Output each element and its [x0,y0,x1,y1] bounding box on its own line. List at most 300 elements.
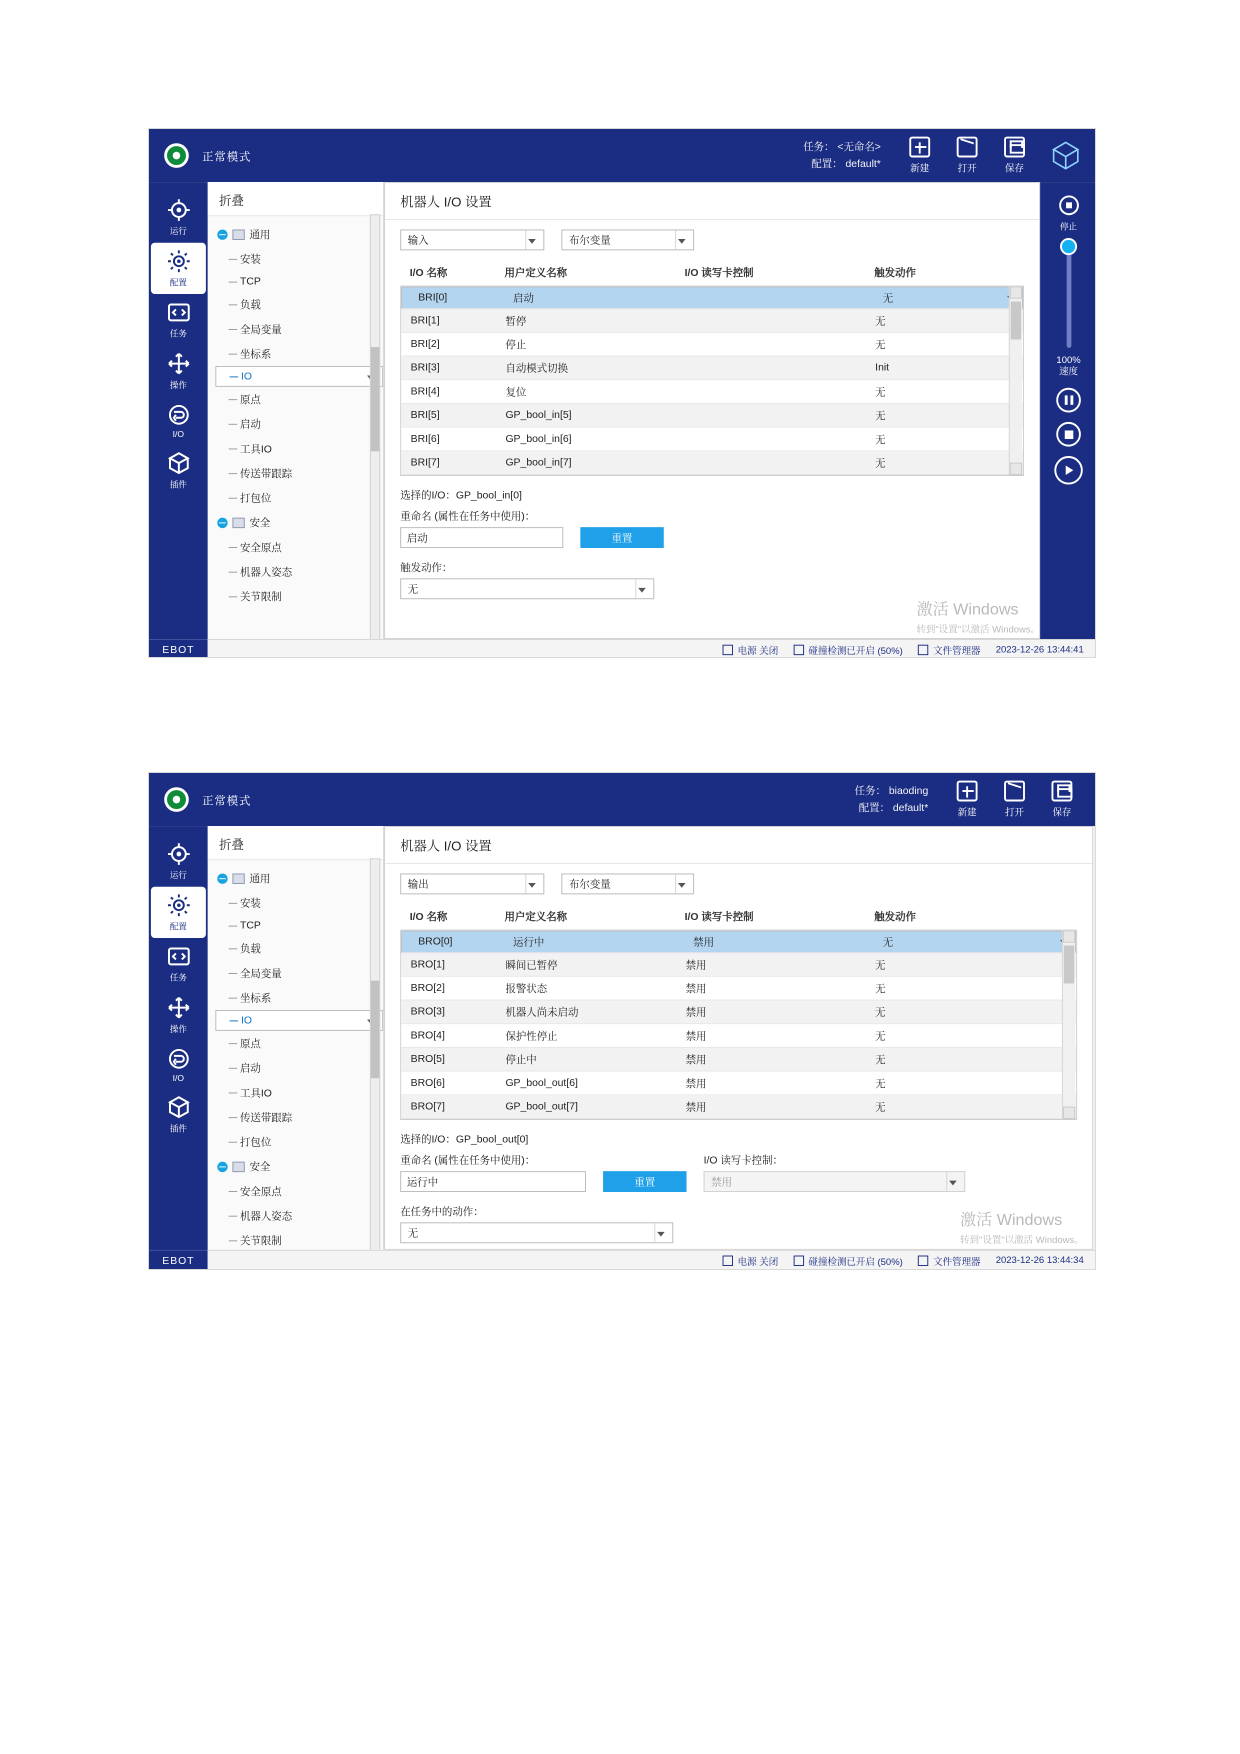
task-label: 任务： [803,141,835,153]
app-window-top [149,129,1096,658]
cell-user-name: 保护性停止 [505,1030,558,1043]
save-button-label: 保存 [1005,164,1025,175]
power-icon [722,645,732,655]
left-nav-rail [149,182,208,658]
sidebar-item-config-label: 配置 [169,277,187,288]
cell-io-control: 禁用 [685,1007,707,1019]
action-value: 无 [407,584,419,596]
sidebar-item-run[interactable] [151,836,206,887]
cell-io-name: BRO[4] [410,1029,445,1042]
speed-readout [1056,356,1080,379]
title-actions [957,781,1096,819]
cell-action: 无 [875,315,886,328]
cell-io-name: BRI[7] [410,457,440,469]
cell-action: 无 [875,434,886,446]
cell-io-control: 禁用 [685,959,707,972]
folder-icon [232,229,244,239]
table-row[interactable] [401,451,1023,475]
speed-slider[interactable] [1066,246,1071,348]
brand-label: EBOT [149,639,208,658]
gear-icon [167,249,191,273]
tree-item-io[interactable] [215,366,383,387]
col-user-name: 用户定义名称 [504,267,568,279]
cell-user-name: GP_bool_out[6] [505,1077,578,1089]
cell-user-name: GP_bool_out[7] [505,1101,578,1113]
new-button-label: 新建 [957,808,977,819]
status-collision[interactable] [793,1254,902,1268]
io-type-value: 布尔变量 [568,879,611,891]
play-icon [1066,466,1074,475]
sidebar-item-operate[interactable] [151,989,206,1040]
task-value: biaoding [888,785,929,797]
cell-action: 无 [875,410,886,422]
scroll-down-icon[interactable] [1010,463,1022,475]
open-button[interactable] [1004,781,1025,819]
cell-io-name: BRI[5] [410,409,440,421]
cell-action: 无 [875,1030,886,1043]
table-row[interactable] [401,333,1023,357]
tree-item-payload[interactable] [215,292,383,317]
brand-label: EBOT [149,1250,208,1270]
mode-label: 正常模式 [202,149,252,163]
reset-button-group [580,508,663,548]
table-row[interactable] [401,1072,1076,1096]
sidebar-item-task[interactable] [151,294,206,345]
tree-item-startup[interactable] [215,412,383,437]
collapse-toggle-icon[interactable] [217,1161,227,1171]
move-icon [167,996,191,1020]
tree-item-coordinate-label: 坐标系 [240,348,272,361]
tree-collapse-title[interactable]: 折叠 [208,182,383,216]
io-table [400,260,1024,476]
scroll-up-icon[interactable] [1010,286,1022,298]
cell-io-name: BRO[5] [410,1053,445,1065]
table-scrollbar-thumb[interactable] [1011,302,1021,340]
cell-user-name: GP_bool_in[7] [505,457,572,469]
table-scrollbar[interactable] [1009,286,1022,475]
status-bar [208,1250,1096,1270]
play-button[interactable] [1054,456,1082,484]
folder-icon [232,1161,244,1171]
io-detail-form [400,508,1024,599]
status-power-label: 电源 关闭 [737,1257,779,1268]
table-row[interactable] [401,930,1076,953]
status-power[interactable] [722,1254,778,1268]
status-collision[interactable] [793,643,902,657]
new-button[interactable] [909,137,930,175]
io-icon [167,1047,191,1071]
app-window-bottom [149,773,1096,1270]
tree-item-io-label: IO [240,1014,252,1027]
cube-3d-icon[interactable] [1050,139,1082,171]
tree-item-tcp-label: TCP [240,275,261,288]
new-button-label: 新建 [910,164,930,175]
tree-item-safe-origin[interactable] [215,1179,383,1204]
speed-label: 速度 [1059,366,1079,378]
tree-item-origin-label: 原点 [240,1038,261,1050]
sidebar-item-plugin-label: 插件 [169,1123,187,1134]
table-row[interactable] [401,953,1076,977]
chevron-down-icon [946,1172,964,1191]
table-row[interactable] [401,1095,1076,1119]
tree-item-global-var[interactable] [215,961,383,986]
open-folder-icon [957,137,978,158]
col-io-control: I/O 读写卡控制 [684,267,754,279]
cell-user-name: 停止中 [505,1054,537,1066]
action-label: 在任务中的动作： [400,1206,484,1218]
cell-action: 无 [875,1007,886,1019]
tree-item-joint-limit-label: 关节限制 [240,591,282,603]
tree-item-startup[interactable] [215,1056,383,1081]
run-controls [1054,388,1082,485]
cell-action: 无 [875,1078,886,1090]
table-row[interactable] [401,309,1023,333]
io-control-value: 禁用 [711,1176,733,1189]
gear-icon [167,893,191,917]
action-label: 触发动作： [400,562,453,574]
sidebar-item-io-label: I/O [172,1073,185,1083]
io-detail-form [400,1152,1077,1243]
tree-item-origin[interactable] [215,387,383,412]
config-label: 配置： [811,158,843,170]
code-icon [167,301,191,325]
page-title: 机器人 I/O 设置 [385,827,1092,864]
tree-item-coordinate[interactable] [215,341,383,366]
collapse-toggle-icon[interactable] [217,229,227,239]
col-trigger-action: 触发动作 [874,267,916,279]
tree-item-palletize[interactable] [215,485,383,510]
tree-item-payload[interactable] [215,936,383,961]
stop-circle-icon [1057,193,1081,217]
table-row[interactable] [401,286,1023,309]
tree-collapse-title[interactable]: 折叠 [208,826,383,860]
table-row[interactable] [401,380,1023,404]
title-info [855,782,957,816]
status-timestamp-label: 2023-12-26 13:44:41 [995,644,1084,656]
app-logo-icon [164,143,189,168]
table-row[interactable] [401,1024,1076,1048]
cell-user-name: 瞬间已暂停 [505,959,558,972]
table-header [400,260,1024,287]
sidebar-item-task-label: 任务 [169,973,187,983]
tree-item-global-var[interactable] [215,317,383,342]
tree-item-startup-label: 启动 [240,419,261,431]
table-row[interactable] [401,977,1076,1001]
cell-user-name: 停止 [505,339,527,351]
save-button[interactable] [1051,781,1072,819]
tree-scrollbar[interactable] [370,214,380,654]
cell-io-name: BRI[4] [410,385,440,398]
save-icon [1051,781,1072,802]
reset-button-group [603,1152,686,1192]
tree-item-joint-limit-label: 关节限制 [240,1235,282,1247]
tree-item-payload-label: 负载 [240,943,261,956]
code-icon [167,945,191,969]
run-icon [167,842,191,866]
cell-user-name: 复位 [505,386,527,399]
run-icon [167,198,191,222]
filter-row [385,220,1039,258]
status-timestamp [996,1256,1084,1266]
cell-user-name: 暂停 [505,315,527,328]
config-tree-panel [208,182,384,658]
plus-icon [909,137,930,158]
tree-item-tool-io[interactable] [215,436,383,461]
tree-item-tcp[interactable] [215,271,383,292]
status-collision-label: 碰撞检测已开启 (50%) [808,646,903,658]
io-direction-select[interactable] [400,873,544,894]
tree-item-tool-io-label: 工具IO [240,1087,272,1100]
screenshot-bottom [148,772,1096,1270]
title-bar [149,129,1096,182]
alias-label: 重命名 (属性在任务中使用)： [400,511,536,523]
io-control-select[interactable] [704,1171,966,1192]
move-icon [167,352,191,376]
action-select[interactable] [400,1222,673,1243]
folder-icon [232,873,244,883]
tree-group-general[interactable] [215,222,383,247]
tree-item-io[interactable] [215,1010,383,1031]
cell-io-name: BRI[3] [410,362,440,374]
chevron-down-icon [635,579,653,598]
status-file-manager[interactable] [918,643,981,657]
chevron-down-icon [675,230,693,249]
plus-icon [957,781,978,802]
io-table [400,904,1077,1120]
main-content [384,182,1040,639]
task-label: 任务： [854,785,886,797]
col-io-control: I/O 读写卡控制 [684,911,754,923]
tree-item-safe-origin-label: 安全原点 [240,1186,282,1198]
alias-field-group [400,508,563,548]
pause-button[interactable] [1056,388,1081,413]
speed-percent: 100% [1056,355,1081,366]
tree-item-safe-origin-label: 安全原点 [240,542,282,554]
cell-action: 无 [875,959,886,972]
watermark-line2: 转到"设置"以激活 Windows。 [916,624,1041,636]
sidebar-item-config[interactable] [151,887,206,938]
scroll-down-icon[interactable] [1063,1107,1075,1119]
tree-group-safety[interactable] [215,510,383,535]
sidebar-item-io[interactable] [151,396,206,444]
cube-icon [167,1095,191,1119]
folder-icon [232,517,244,527]
stop-icon [1064,430,1073,439]
tree-scrollbar-thumb[interactable] [371,347,380,452]
tree-item-robot-pose-label: 机器人姿态 [240,566,293,579]
alias-field-group [400,1152,586,1192]
tree-group-general-label: 通用 [249,873,271,885]
tree-item-tool-io[interactable] [215,1080,383,1105]
reset-button[interactable]: 重置 [603,1171,686,1192]
table-body [400,286,1024,476]
col-trigger-action: 触发动作 [874,911,916,923]
tree-item-conveyor[interactable] [215,1105,383,1130]
cell-io-control: 禁用 [685,1030,707,1043]
cell-io-control: 禁用 [685,983,707,995]
cell-io-control: 禁用 [685,1054,707,1066]
screenshot-top [148,128,1096,658]
alias-input[interactable]: 启动 [400,527,563,548]
save-icon [1004,137,1025,158]
cell-io-name: BRO[6] [410,1077,445,1089]
status-bar [208,639,1096,658]
power-icon [722,1256,732,1266]
status-timestamp-label: 2023-12-26 13:44:34 [995,1255,1084,1266]
tree-item-payload-label: 负载 [240,299,261,312]
tree-scrollbar[interactable] [370,858,380,1265]
cell-user-name: 机器人尚未启动 [505,1007,579,1019]
tree-item-tcp-label: TCP [240,919,261,932]
open-button[interactable] [957,137,978,175]
table-scrollbar[interactable] [1062,930,1075,1119]
cell-io-name: BRI[6] [410,433,440,445]
alias-input[interactable]: 运行中 [400,1171,586,1192]
status-file-manager-label: 文件管理器 [933,1257,981,1268]
tree-item-robot-pose[interactable] [215,1203,383,1228]
tree-item-install[interactable] [215,891,383,916]
action-field-group [400,559,654,599]
cell-io-name: BRO[3] [410,1006,445,1018]
main-content [384,826,1093,1250]
table-row[interactable] [401,1001,1076,1025]
open-button-label: 打开 [957,164,977,175]
sidebar-item-io[interactable] [151,1040,206,1088]
selected-io-label: 选择的I/O：GP_bool_out[0] [400,1134,529,1146]
io-direction-value: 输入 [407,235,429,247]
sidebar-item-operate-label: 操作 [169,1024,187,1034]
tree-item-tool-io-label: 工具IO [240,443,272,456]
selected-io-label: 选择的I/O：GP_bool_in[0] [400,490,522,502]
table-body [400,930,1077,1120]
cell-io-name: BRI[0] [418,292,448,304]
tree-item-robot-pose[interactable] [215,559,383,584]
table-row[interactable] [401,357,1023,381]
tree-item-palletize[interactable] [215,1129,383,1154]
tree-item-origin[interactable] [215,1031,383,1056]
tree-group-safety-label: 安全 [249,1161,271,1174]
collapse-toggle-icon[interactable] [217,517,227,527]
tree-group-general[interactable] [215,866,383,891]
sidebar-item-config-label: 配置 [169,921,187,932]
tree-group-safety-label: 安全 [249,517,271,530]
status-file-manager[interactable] [918,1254,981,1268]
status-timestamp [996,645,1084,655]
config-label: 配置： [858,802,890,814]
speed-slider-knob[interactable] [1060,238,1077,255]
tree-item-tcp[interactable] [215,915,383,936]
sidebar-item-run[interactable] [151,192,206,243]
table-scrollbar-thumb[interactable] [1064,946,1074,984]
sidebar-item-task-label: 任务 [169,329,187,339]
action-select[interactable] [400,578,654,599]
sidebar-item-operate-label: 操作 [169,380,187,390]
stop-status[interactable] [1057,193,1081,232]
tree-item-install-label: 安装 [240,254,261,266]
stop-status-label: 停止 [1060,221,1078,232]
filter-row [385,864,1092,902]
sidebar-item-config[interactable] [151,243,206,294]
cell-user-name: GP_bool_in[6] [505,433,572,445]
config-value: default* [892,802,929,814]
cell-action: 无 [882,293,894,305]
cell-io-control: 禁用 [685,1078,707,1090]
pause-icon [1064,395,1073,404]
tree-item-coordinate[interactable] [215,985,383,1010]
io-direction-select[interactable] [400,229,544,250]
cell-action: Init [875,362,890,374]
tree-item-conveyor-label: 传送带跟踪 [240,468,293,480]
tree-item-coordinate-label: 坐标系 [240,992,272,1005]
table-row[interactable] [401,428,1023,452]
tree-item-conveyor-label: 传送带跟踪 [240,1112,293,1124]
title-info [803,138,909,172]
left-nav-rail [149,826,208,1270]
io-control-field-group [704,1152,966,1192]
io-type-select[interactable] [561,229,694,250]
reset-button[interactable]: 重置 [580,527,663,548]
watermark-line1: 激活 Windows [960,1210,1063,1229]
sidebar-item-run-label: 运行 [169,226,187,237]
cell-action: 无 [875,1101,886,1114]
stop-button[interactable] [1056,422,1081,447]
status-power[interactable] [722,643,778,657]
tree-item-install[interactable] [215,247,383,272]
right-control-rail [1040,182,1096,658]
tree-item-robot-pose-label: 机器人姿态 [240,1210,293,1223]
monitor-icon [793,645,803,655]
table-row[interactable] [401,404,1023,428]
save-button[interactable] [1004,137,1025,175]
watermark-line1: 激活 Windows [916,600,1019,619]
tree-item-origin-label: 原点 [240,394,261,406]
cell-io-name: BRO[7] [410,1101,445,1113]
sidebar-item-operate[interactable] [151,345,206,396]
sidebar-item-plugin[interactable] [151,1089,206,1140]
cell-io-control: 禁用 [685,1101,707,1114]
tree-scrollbar-thumb[interactable] [371,981,380,1078]
open-folder-icon [1004,781,1025,802]
new-button[interactable] [957,781,978,819]
tree-item-palletize-label: 打包位 [240,1137,272,1149]
cell-io-name: BRI[2] [410,338,440,350]
col-io-name: I/O 名称 [409,911,448,923]
tree-item-global-var-label: 全局变量 [240,968,282,980]
tree-item-safe-origin[interactable] [215,535,383,560]
alias-label: 重命名 (属性在任务中使用)： [400,1155,536,1167]
sidebar-item-task[interactable] [151,938,206,989]
sidebar-item-run-label: 运行 [169,870,187,881]
table-header [400,904,1077,931]
sidebar-item-plugin[interactable] [151,445,206,496]
tree-group-safety[interactable] [215,1154,383,1179]
table-row[interactable] [401,1048,1076,1072]
sidebar-item-plugin-label: 插件 [169,479,187,490]
config-tree-panel [208,826,384,1270]
scroll-up-icon[interactable] [1063,930,1075,942]
task-value: <无命名> [837,141,881,153]
title-actions [909,137,1049,175]
collapse-toggle-icon[interactable] [217,873,227,883]
cell-io-control: 禁用 [693,937,715,949]
io-type-select[interactable] [561,873,694,894]
cube-icon [167,451,191,475]
open-button-label: 打开 [1005,808,1025,819]
tree-item-conveyor[interactable] [215,461,383,486]
page-title: 机器人 I/O 设置 [385,183,1039,220]
cell-io-name: BRO[0] [418,936,453,948]
tree-item-joint-limit[interactable] [215,584,383,609]
